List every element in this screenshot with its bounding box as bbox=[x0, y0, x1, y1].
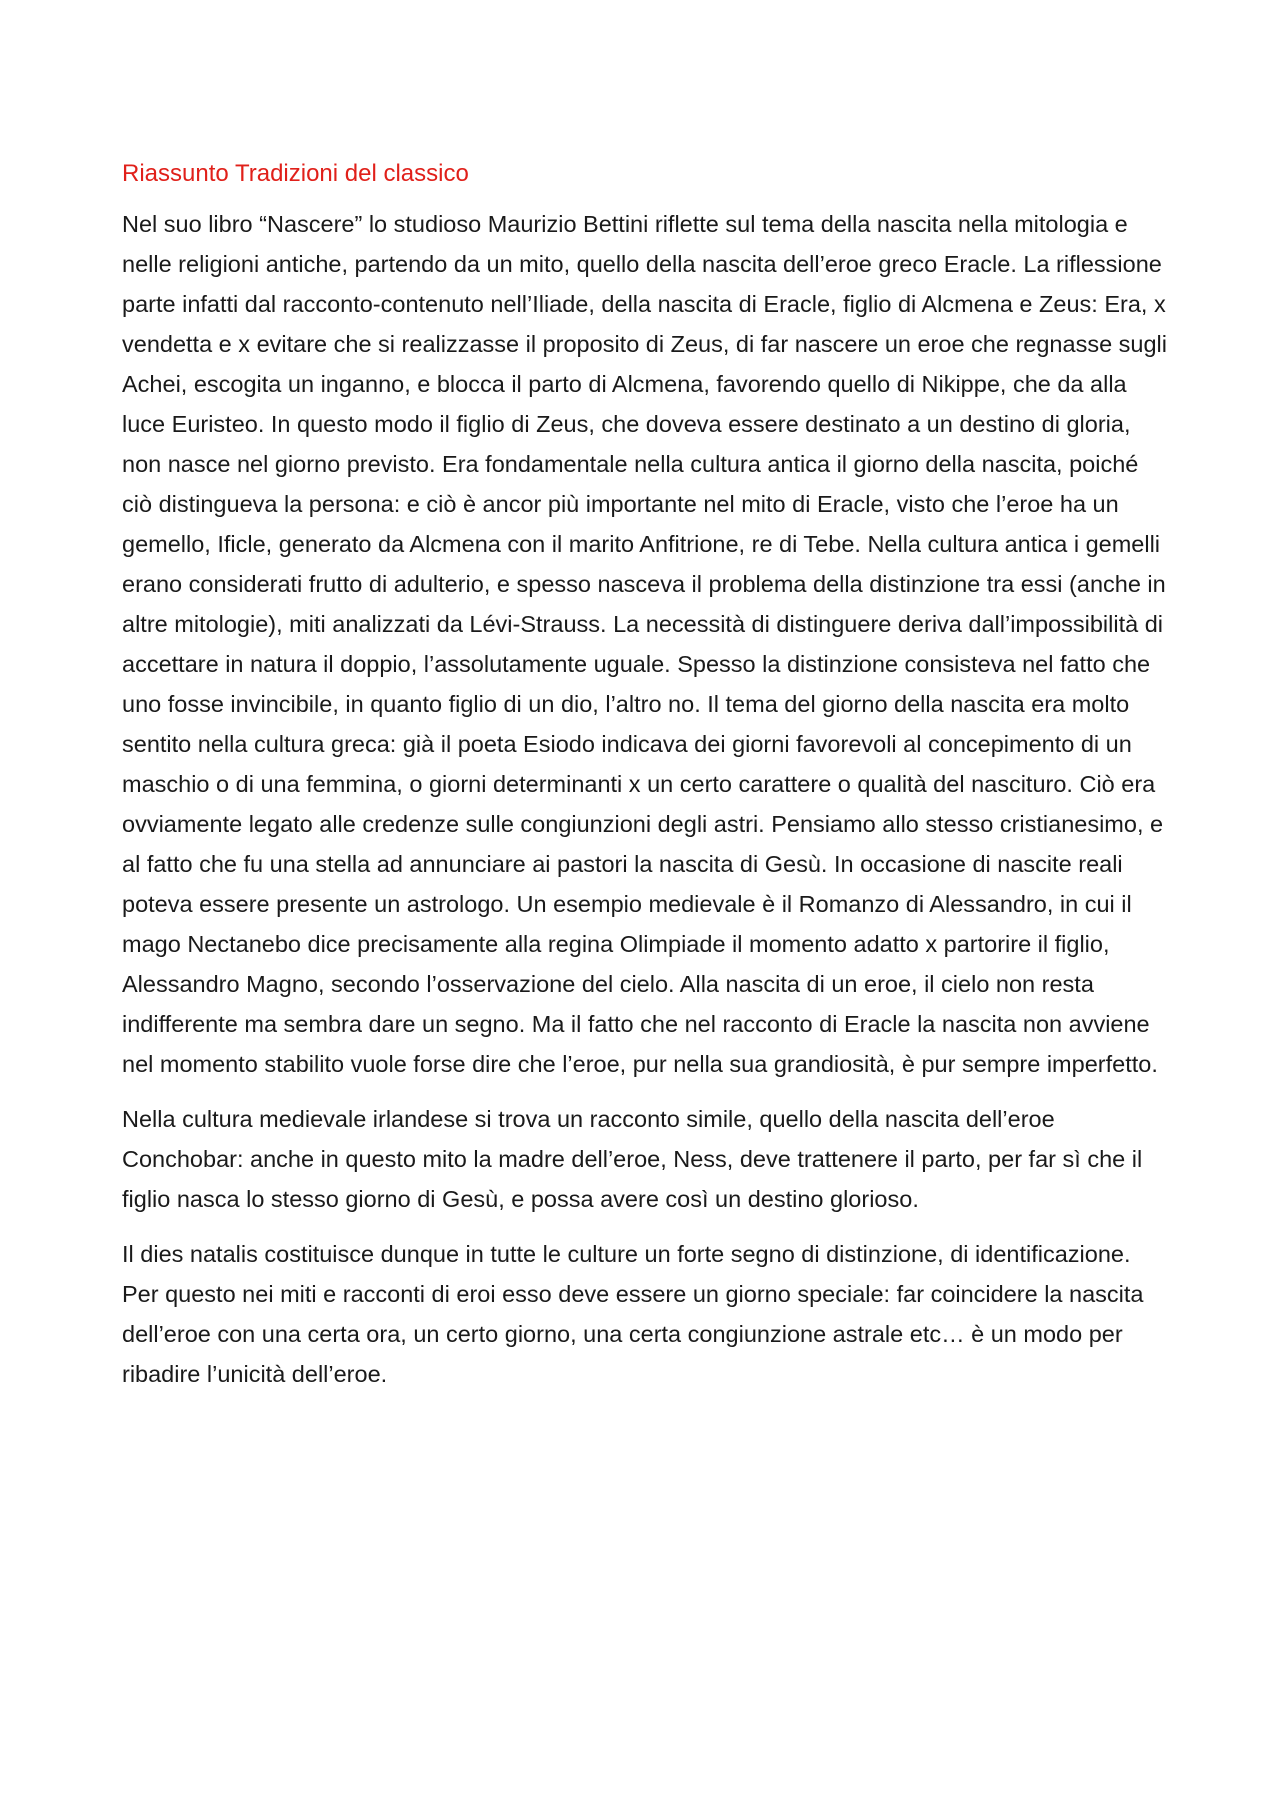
paragraph-intro: Nel suo libro “Nascere” lo studioso Maurizio Bettini riflette sul tema della nascita nella mitologia e nelle religioni antiche, partendo da un mito, quello della nascita dell’eroe greco Eracle. La riflessione parte infatti dal racconto-contenuto nell’Iliade, della nascita di Eracle, figlio di Alcmena e Zeus: Era, x vendetta e x evitare che si realizzasse il proposito di Zeus, di far nascere un eroe che regnasse sugli Achei, escogita un inganno, e blocca il parto di Alcmena, favorendo quello di Nikippe, che da alla luce Euristeo. In questo modo il figlio di Zeus, che doveva essere destinato a un destino di gloria, non nasce nel giorno previsto. Era fondamentale nella cultura antica il giorno della nascita, poiché ciò distingueva la persona: e ciò è ancor più importante nel mito di Eracle, visto che l’eroe ha un gemello, Ificle, generato da Alcmena con il marito Anfitrione, re di Tebe. Nella cultura antica i gemelli erano considerati frutto di adulterio, e spesso nasceva il problema della distinzione tra essi (anche in altre mitologie), miti analizzati da Lévi-Strauss. La necessità di distinguere deriva dall’impossibilità di accettare in natura il doppio, l’assolutamente uguale. Spesso la distinzione consisteva nel fatto che uno fosse invincibile, in quanto figlio di un dio, l’altro no. Il tema del giorno della nascita era molto sentito nella cultura greca: già il poeta Esiodo indicava dei giorni favorevoli al concepimento di un maschio o di una femmina, o giorni determinanti x un certo carattere o qualità del nascituro. Ciò era ovviamente legato alle credenze sulle congiunzioni degli astri. Pensiamo allo stesso cristianesimo, e al fatto che fu una stella ad annunciare ai pastori la nascita di Gesù. In occasione di nascite reali poteva essere presente un astrologo. Un esempio medievale è il Romanzo di Alessandro, in cui il mago Nectanebo dice precisamente alla regina Olimpiade il momento adatto x partorire il figlio, Alessandro Magno, secondo l’osservazione del cielo. Alla nascita di un eroe, il cielo non resta indifferente ma sembra dare un segno. Ma il fatto che nel racconto di Eracle la nascita non avviene nel momento stabilito vuole forse dire che l’eroe, pur nella sua grandiosità, è pur sempre imperfetto. bbox=[122, 211, 1168, 1077]
paragraph-dies-natalis: Il dies natalis costituisce dunque in tutte le culture un forte segno di distinzione, di identificazione. Per questo nei miti e racconti di eroi esso deve essere un giorno speciale: far coincidere la nascita dell’eroe con una certa ora, un certo giorno, una certa congiunzione astrale etc… è un modo per ribadire l’unicità dell’eroe. bbox=[122, 1241, 1144, 1387]
paragraph-conchobar: Nella cultura medievale irlandese si trova un racconto simile, quello della nascita dell’eroe Conchobar: anche in questo mito la madre dell’eroe, Ness, deve trattenere il parto, per far sì che il figlio nasca lo stesso giorno di Gesù, e possa avere così un destino glorioso. bbox=[122, 1106, 1143, 1212]
document-body bbox=[122, 154, 1172, 1409]
document-title: Riassunto Tradizioni del classico bbox=[122, 160, 469, 187]
